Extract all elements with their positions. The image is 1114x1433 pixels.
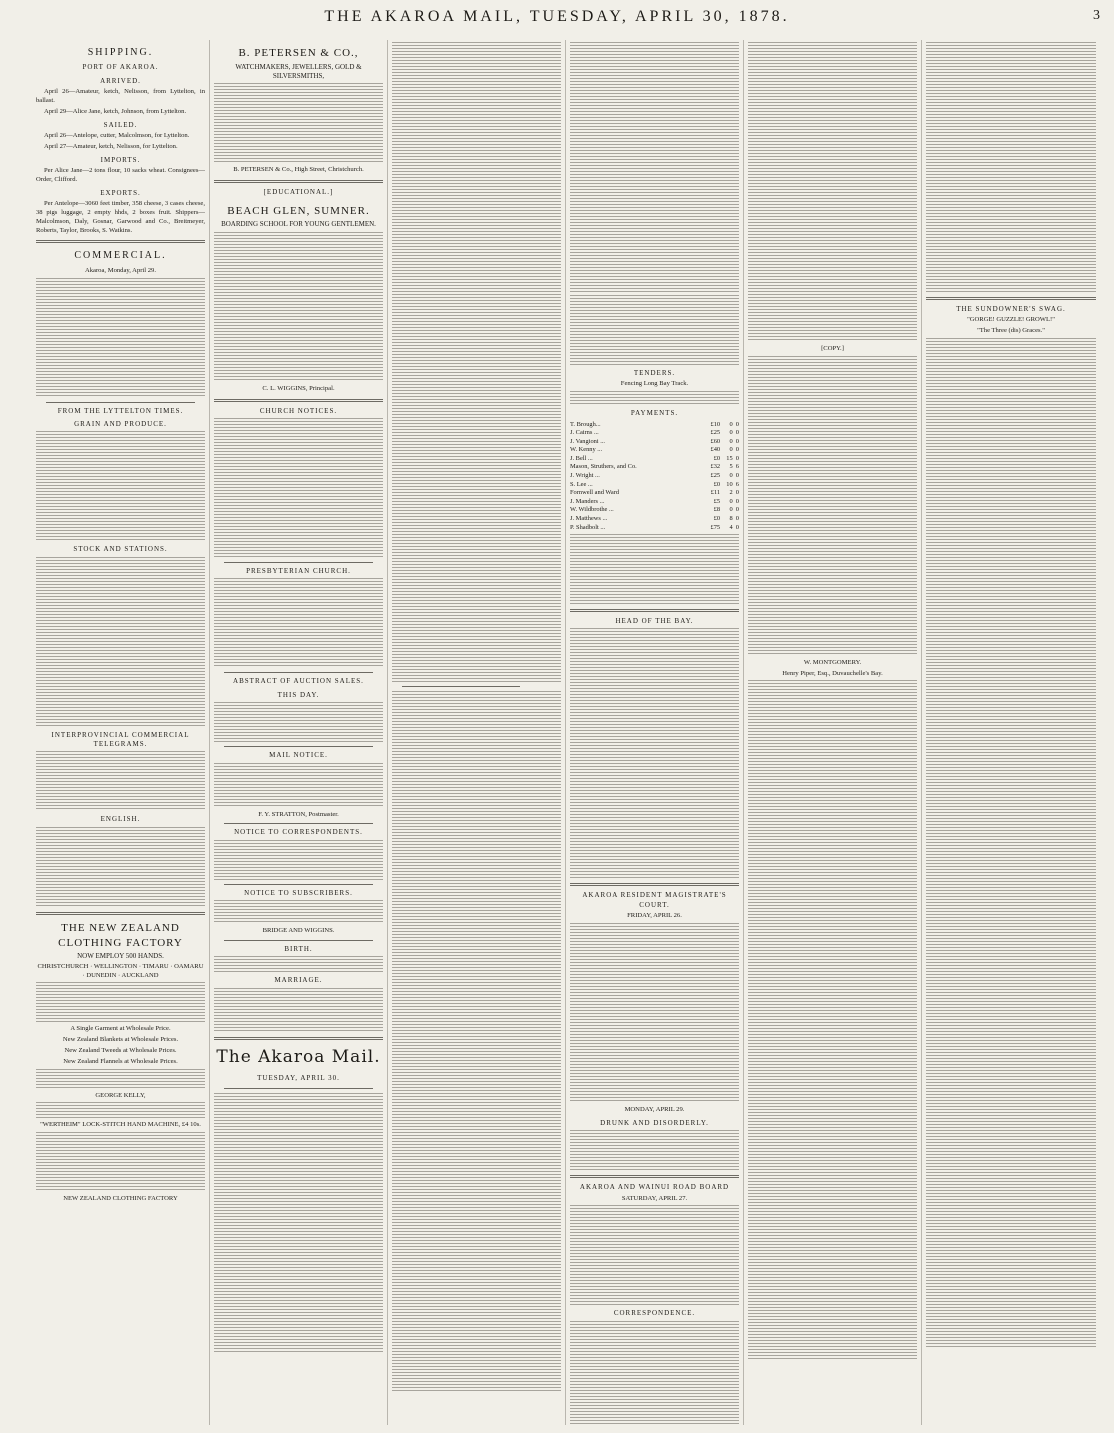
drunk-body bbox=[570, 1130, 739, 1170]
court-date: FRIDAY, APRIL 26. bbox=[627, 912, 682, 920]
payment-pence: 0 bbox=[735, 437, 739, 445]
paper-title: The Akaroa Mail. bbox=[216, 1046, 381, 1067]
piper-line: Henry Piper, Esq., Duvauchelle's Bay. bbox=[782, 669, 883, 677]
church-heading: CHURCH NOTICES. bbox=[259, 406, 338, 415]
payment-shillings: 0 bbox=[729, 437, 733, 445]
exports-label: EXPORTS. bbox=[100, 188, 141, 197]
school-signature: C. L. WIGGINS, Principal. bbox=[262, 384, 335, 392]
editorial-body bbox=[214, 1093, 383, 1353]
swag-subheading: "GORGE! GUZZLE! GROWL!" bbox=[967, 316, 1055, 324]
payment-name: J. Matthews ... bbox=[570, 514, 608, 522]
petersen-body bbox=[214, 83, 383, 163]
column-5 bbox=[744, 40, 922, 1425]
meeting-report bbox=[926, 42, 1096, 292]
divider bbox=[224, 940, 373, 941]
factory-line: New Zealand Flannels at Wholesale Prices. bbox=[63, 1057, 178, 1065]
kelly-body bbox=[36, 1102, 205, 1118]
interprovincial-body bbox=[36, 751, 205, 811]
wertheim-body bbox=[36, 1132, 205, 1192]
payment-pence: 0 bbox=[735, 446, 739, 454]
school-heading: BEACH GLEN, SUMNER. bbox=[227, 204, 370, 217]
payment-row bbox=[570, 455, 739, 464]
drunk-heading: DRUNK AND DISORDERLY. bbox=[600, 1118, 709, 1127]
correspondence-body bbox=[570, 1321, 739, 1425]
payment-pence: 0 bbox=[735, 506, 739, 514]
exports-text: Per Antelope—3060 feet timber, 358 cheese, 3 cases cheese, 38 pigs luggage, 2 empty hhds, 2 boxes fruit. Shippers—Malcolmson, Daly, Gosnar, Garwood and Co., Breitmeyer, Roberts, Taylor, Brooks, S. Watkins. bbox=[36, 200, 205, 234]
divider bbox=[214, 399, 383, 402]
commercial-body bbox=[36, 278, 205, 398]
auction-body bbox=[214, 702, 383, 742]
payment-shillings: 0 bbox=[729, 472, 733, 480]
correspondents-heading: NOTICE TO CORRESPONDENTS. bbox=[234, 828, 363, 837]
school-subheading: BOARDING SCHOOL FOR YOUNG GENTLEMEN. bbox=[221, 220, 376, 229]
payments-notes bbox=[570, 534, 739, 604]
payment-name: W. Kenny ... bbox=[570, 446, 603, 454]
grain-body bbox=[36, 431, 205, 541]
payment-row bbox=[570, 498, 739, 507]
swag-body bbox=[926, 338, 1096, 1348]
birth-heading: BIRTH. bbox=[284, 944, 313, 953]
sailed-label: SAILED. bbox=[103, 120, 138, 129]
subscribers-body bbox=[214, 900, 383, 924]
stock-body bbox=[36, 557, 205, 727]
court-body bbox=[570, 923, 739, 1103]
kelly-line: GEORGE KELLY, bbox=[95, 1091, 146, 1099]
arrived-item: April 26—Amateur, ketch, Nelisson, from Lyttelton, in ballast. bbox=[36, 88, 205, 104]
port-heading: PORT OF AKAROA. bbox=[82, 63, 159, 72]
payment-pounds: £5 bbox=[713, 497, 721, 505]
auction-subheading: THIS DAY. bbox=[277, 690, 320, 699]
page-title: THE AKAROA MAIL, TUESDAY, APRIL 30, 1878. bbox=[324, 8, 790, 25]
stock-heading: STOCK AND STATIONS. bbox=[73, 545, 168, 554]
payment-shillings: 2 bbox=[729, 489, 733, 497]
monday-date: MONDAY, APRIL 29. bbox=[624, 1106, 685, 1114]
payment-row bbox=[570, 438, 739, 447]
school-body bbox=[214, 232, 383, 382]
imports-label: IMPORTS. bbox=[100, 155, 141, 164]
subscribers-heading: NOTICE TO SUBSCRIBERS. bbox=[244, 888, 353, 897]
divider bbox=[570, 883, 739, 886]
payment-row bbox=[570, 446, 739, 455]
payment-pounds: £0 bbox=[713, 480, 721, 488]
payment-name: J. Manders ... bbox=[570, 497, 605, 505]
factory-agents-body bbox=[36, 1069, 205, 1089]
divider bbox=[214, 1037, 383, 1040]
marriage-heading: MARRIAGE. bbox=[274, 976, 323, 985]
news-body-2 bbox=[570, 295, 739, 365]
payment-pence: 0 bbox=[735, 489, 739, 497]
telegraph-correspondence-3 bbox=[748, 680, 917, 1360]
news-body bbox=[570, 42, 739, 292]
payment-shillings: 15 bbox=[726, 454, 733, 462]
payment-name: Fornwell and Ward bbox=[570, 489, 620, 497]
correspondents-body bbox=[214, 840, 383, 880]
interprovincial-heading: INTERPROVINCIAL COMMERCIAL TELEGRAMS. bbox=[51, 730, 190, 749]
divider bbox=[36, 240, 205, 243]
divider bbox=[570, 609, 739, 612]
divider bbox=[224, 1088, 373, 1089]
factory-subheading: NOW EMPLOY 500 HANDS. bbox=[77, 952, 164, 961]
payment-pounds: £25 bbox=[710, 472, 721, 480]
payment-pounds: £10 bbox=[710, 420, 721, 428]
factory-line: A Single Garment at Wholesale Price. bbox=[70, 1025, 171, 1033]
payment-shillings: 10 bbox=[726, 480, 733, 488]
payment-pence: 0 bbox=[735, 454, 739, 462]
paper-date: TUESDAY, APRIL 30. bbox=[257, 1074, 340, 1083]
payment-pence: 6 bbox=[735, 463, 739, 471]
swag-subheading-2: "The Three (dis) Graces." bbox=[977, 327, 1045, 335]
divider bbox=[402, 686, 520, 687]
payment-shillings: 0 bbox=[729, 429, 733, 437]
payment-name: J. Wright ... bbox=[570, 472, 600, 480]
payment-pounds: £60 bbox=[710, 437, 721, 445]
payment-shillings: 4 bbox=[729, 523, 733, 531]
column-6 bbox=[922, 40, 1100, 1425]
payment-pence: 0 bbox=[735, 472, 739, 480]
english-heading: ENGLISH. bbox=[100, 815, 141, 824]
payment-pounds: £25 bbox=[710, 429, 721, 437]
road-board-body bbox=[570, 1205, 739, 1305]
payment-row bbox=[570, 515, 739, 524]
court-heading: AKAROA RESIDENT MAGISTRATE'S COURT. bbox=[582, 891, 727, 909]
tenders-body bbox=[570, 391, 739, 405]
english-body bbox=[36, 827, 205, 907]
commercial-heading: COMMERCIAL. bbox=[74, 250, 167, 262]
payment-row bbox=[570, 463, 739, 472]
payment-pounds: £0 bbox=[713, 514, 721, 522]
grain-heading: GRAIN AND PRODUCE. bbox=[74, 419, 167, 428]
divider bbox=[926, 297, 1096, 300]
payment-shillings: 5 bbox=[729, 463, 733, 471]
divider bbox=[570, 1175, 739, 1178]
payment-name: S. Lee ... bbox=[570, 480, 593, 488]
arrived-label: ARRIVED. bbox=[100, 76, 141, 85]
factory-towns: CHRISTCHURCH · WELLINGTON · TIMARU · OAMARU · DUNEDIN · AUCKLAND bbox=[37, 962, 204, 979]
divider bbox=[224, 562, 373, 563]
payments-table bbox=[570, 421, 739, 533]
payment-pence: 0 bbox=[735, 514, 739, 522]
editorial-continued bbox=[392, 42, 561, 682]
sailed-item: April 27—Amateur, ketch, Nelisson, for Lyttelton. bbox=[44, 142, 178, 150]
payment-row bbox=[570, 524, 739, 533]
payment-row bbox=[570, 481, 739, 490]
presbyterian-body bbox=[214, 578, 383, 668]
column-2 bbox=[210, 40, 388, 1425]
birth-body bbox=[214, 956, 383, 972]
payment-shillings: 0 bbox=[729, 506, 733, 514]
telegraph-signature: W. MONTGOMERY. bbox=[803, 658, 862, 666]
imports-text: Per Alice Jane—2 tons flour, 10 sacks wheat. Consignees—Order, Clifford. bbox=[36, 167, 205, 183]
road-board-heading: AKAROA AND WAINUI ROAD BOARD bbox=[579, 1183, 730, 1192]
divider bbox=[214, 180, 383, 183]
factory-line: New Zealand Blankets at Wholesale Prices. bbox=[62, 1036, 179, 1044]
payment-name: J. Cairns ... bbox=[570, 429, 599, 437]
divider bbox=[224, 672, 373, 673]
payment-pounds: £40 bbox=[710, 446, 721, 454]
subscribers-signature: BRIDGE AND WIGGINS. bbox=[262, 927, 335, 935]
payment-name: P. Shadbolt ... bbox=[570, 523, 606, 531]
payment-pence: 0 bbox=[735, 497, 739, 505]
swag-heading: THE SUNDOWNER'S SWAG. bbox=[956, 305, 1066, 313]
divider bbox=[224, 823, 373, 824]
petersen-subheading: WATCHMAKERS, JEWELLERS, GOLD & SILVERSMITHS, bbox=[235, 62, 362, 81]
payment-row bbox=[570, 506, 739, 515]
church-body bbox=[214, 418, 383, 558]
column-4 bbox=[566, 40, 744, 1425]
factory-heading: THE NEW ZEALAND CLOTHING FACTORY bbox=[58, 921, 183, 949]
payment-pence: 0 bbox=[735, 523, 739, 531]
tenders-subheading: Fencing Long Bay Track. bbox=[620, 380, 689, 388]
payment-shillings: 8 bbox=[729, 514, 733, 522]
tenders-heading: TENDERS. bbox=[633, 369, 676, 377]
payments-heading: PAYMENTS. bbox=[630, 409, 679, 418]
payment-pence: 0 bbox=[735, 420, 739, 428]
payment-pounds: £75 bbox=[710, 523, 721, 531]
page-number: 3 bbox=[1093, 8, 1100, 23]
payment-pence: 6 bbox=[735, 480, 739, 488]
divider bbox=[224, 746, 373, 747]
column-3 bbox=[388, 40, 566, 1425]
masthead bbox=[0, 0, 1114, 38]
columns bbox=[32, 40, 1100, 1425]
borough-council-report bbox=[392, 691, 561, 1391]
auction-heading: ABSTRACT OF AUCTION SALES. bbox=[233, 677, 364, 686]
lyttelton-heading: FROM THE LYTTELTON TIMES. bbox=[57, 406, 184, 415]
telegraph-correspondence-2 bbox=[748, 356, 917, 656]
payment-shillings: 0 bbox=[729, 497, 733, 505]
payment-row bbox=[570, 489, 739, 498]
marriage-body bbox=[214, 988, 383, 1032]
mail-signature: F. Y. STRATTON, Postmaster. bbox=[258, 810, 339, 818]
petersen-heading: B. PETERSEN & CO., bbox=[238, 47, 359, 59]
payment-name: W. Wildbrothe ... bbox=[570, 506, 614, 514]
shipping-heading: SHIPPING. bbox=[87, 47, 154, 58]
payment-name: J. Bell ... bbox=[570, 454, 593, 462]
payment-shillings: 0 bbox=[729, 446, 733, 454]
factory-line: New Zealand Tweeds at Wholesale Prices. bbox=[64, 1047, 177, 1054]
divider bbox=[224, 884, 373, 885]
payment-name: T. Brough... bbox=[570, 420, 601, 428]
petersen-signature: B. PETERSEN & Co., High Street, Christchurch. bbox=[233, 166, 364, 174]
payment-row bbox=[570, 429, 739, 438]
mail-body bbox=[214, 763, 383, 808]
copy-label: [COPY.] bbox=[821, 345, 844, 352]
payment-row bbox=[570, 472, 739, 481]
telegraph-correspondence bbox=[748, 42, 917, 342]
educational-label: [EDUCATIONAL.] bbox=[263, 188, 334, 197]
correspondence-heading: CORRESPONDENCE. bbox=[613, 1309, 696, 1318]
payment-pounds: £8 bbox=[713, 506, 721, 514]
headofbay-body bbox=[570, 628, 739, 878]
payment-name: Mason, Struthers, and Co. bbox=[570, 463, 637, 471]
payment-pounds: £0 bbox=[713, 454, 721, 462]
arrived-item: April 29—Alice Jane, ketch, Johnson, from Lyttelton. bbox=[44, 107, 187, 115]
headofbay-heading: HEAD OF THE BAY. bbox=[615, 617, 694, 626]
divider bbox=[36, 912, 205, 915]
payment-pounds: £11 bbox=[710, 489, 721, 497]
presbyterian-heading: PRESBYTERIAN CHURCH. bbox=[246, 567, 351, 575]
payment-pence: 0 bbox=[735, 429, 739, 437]
factory-body bbox=[36, 982, 205, 1022]
wertheim-line: "WERTHEIM" LOCK-STITCH HAND MACHINE, £4 10s. bbox=[40, 1121, 201, 1129]
mail-heading: MAIL NOTICE. bbox=[269, 751, 328, 760]
agents-line: NEW ZEALAND CLOTHING FACTORY bbox=[63, 1195, 178, 1203]
column-1 bbox=[32, 40, 210, 1425]
payment-shillings: 0 bbox=[729, 420, 733, 428]
divider bbox=[46, 402, 195, 403]
commercial-dateline: Akaroa, Monday, April 29. bbox=[85, 266, 156, 274]
road-board-date: SATURDAY, APRIL 27. bbox=[621, 1194, 688, 1202]
payment-name: J. Vangioni ... bbox=[570, 437, 606, 445]
sailed-item: April 26—Antelope, cutter, Malcolmson, for Lyttelton. bbox=[44, 132, 190, 139]
payment-pounds: £32 bbox=[710, 463, 721, 471]
payment-row bbox=[570, 421, 739, 430]
